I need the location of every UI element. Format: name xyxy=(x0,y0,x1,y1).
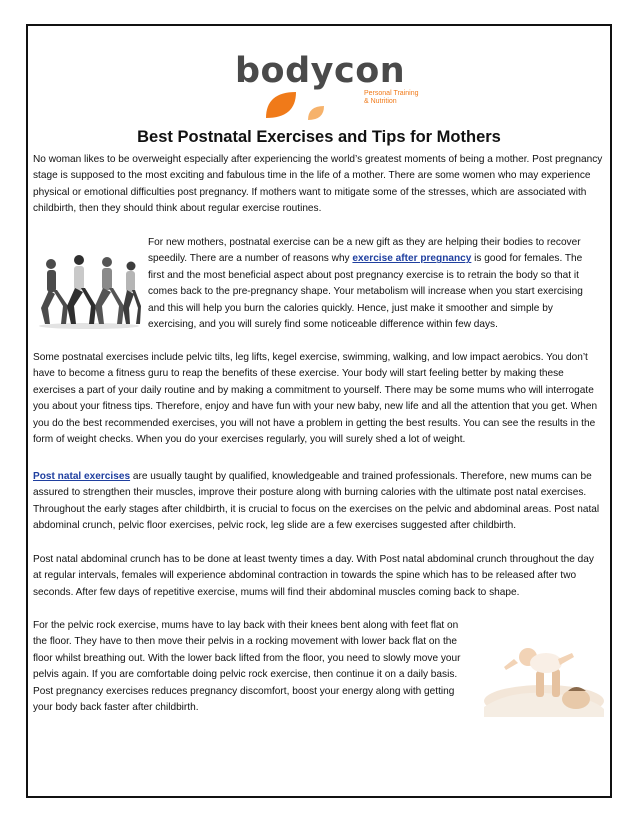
exercise-after-pregnancy-link[interactable]: exercise after pregnancy xyxy=(352,253,472,265)
paragraph-professionals: Post natal exercises are usually taught by qualified, knowledgeable and trained professionals. Therefore, new mums can be assured to strengthen their muscles, improve their posture along with burning calories with the ultimate post natal exercises. Throughout the early stages after childbirth, it is crucial to focus on the exercises on the pelvic and abdominal areas. Post natal abdominal crunch, pelvic floor exercises, pelvic rock, leg slide are a few exercises suggested after childbirth. xyxy=(33,471,600,532)
logo-shapes-icon xyxy=(262,88,362,126)
paragraph-pelvic-rock: For the pelvic rock exercise, mums have to lay back with their knees bent along with feet flat on the floor. They have to then move their pelvis in a rocking movement with lower back flat on the floor whilst breathing out. With the lower back lifted from the floor, you need to slowly move your pelvis again. If you are comfortable doing pelvic rock exercise, then continue it on a daily basis. Post pregnancy exercises reduces pregnancy discomfort, boost your energy along with getting your body back faster after childbirth. xyxy=(33,620,461,714)
post-natal-exercises-link[interactable]: Post natal exercises xyxy=(33,471,131,482)
page-title: Best Postnatal Exercises and Tips for Mothers xyxy=(137,128,501,146)
paragraph-intro: No woman likes to be overweight especially after experiencing the world’s greatest moments of being a mother. Post pregnancy stage is supposed to the most exciting and fabulous time in the life of a mother. There are some women who may experience physical or emotional difficulties post pregnancy. If mothers want to mitigate some of the stresses, which are associated with childbirth, then they should think about regular exercise routines. xyxy=(33,154,603,215)
logo-tagline: Personal Training & Nutrition xyxy=(364,90,419,105)
women-exercising-photo xyxy=(37,250,141,330)
paragraph-abdominal-crunch: Post natal abdominal crunch has to be done at least twenty times a day. With Post natal abdominal crunch throughout the day at regular intervals, females will experience abdominal contraction in towards the spine which has to be released after two seconds. After few days of repetitive exercise, mums will find their abdominal muscles coming back to shape. xyxy=(33,554,594,598)
mother-lifting-baby-photo xyxy=(464,637,606,719)
logo-wordmark: bodycon xyxy=(235,51,406,91)
bodycon-logo xyxy=(232,50,422,125)
paragraph-exercise-list: Some postnatal exercises include pelvic tilts, leg lifts, kegel exercise, swimming, walking, and low impact aerobics. You don’t have to become a fitness guru to reap the benefits of these exercise. Your body will start feeling better by making these exercises a part of your daily routine and by making a commitment to yourself. There may be some mums who will interrogate you about your fitness tips. Therefore, enjoy and have fun with your new baby, new life and all the attention that you get. When you do the best recommended exercises, you will not have a problem in getting the best results. You can see the results in the form of weight checks. When you do your exercises regularly, you will surely shed a lot of weight. xyxy=(33,352,598,446)
paragraph-benefits: For new mothers, postnatal exercise can be a new gift as they are helping their bodies to recover speedily. There are a number of reasons why exercise after pregnancy is good for females. The first and the most beneficial aspect about post pregnancy exercise is to retrain the body so that it comes back to the pre-pregnancy shape. Your metabolism will increase when you start exercising and this will help you burn the calories quickly. Hence, just make it smoother and simple by exercising, and you will surely find some noticeable difference within few days. xyxy=(148,237,583,331)
